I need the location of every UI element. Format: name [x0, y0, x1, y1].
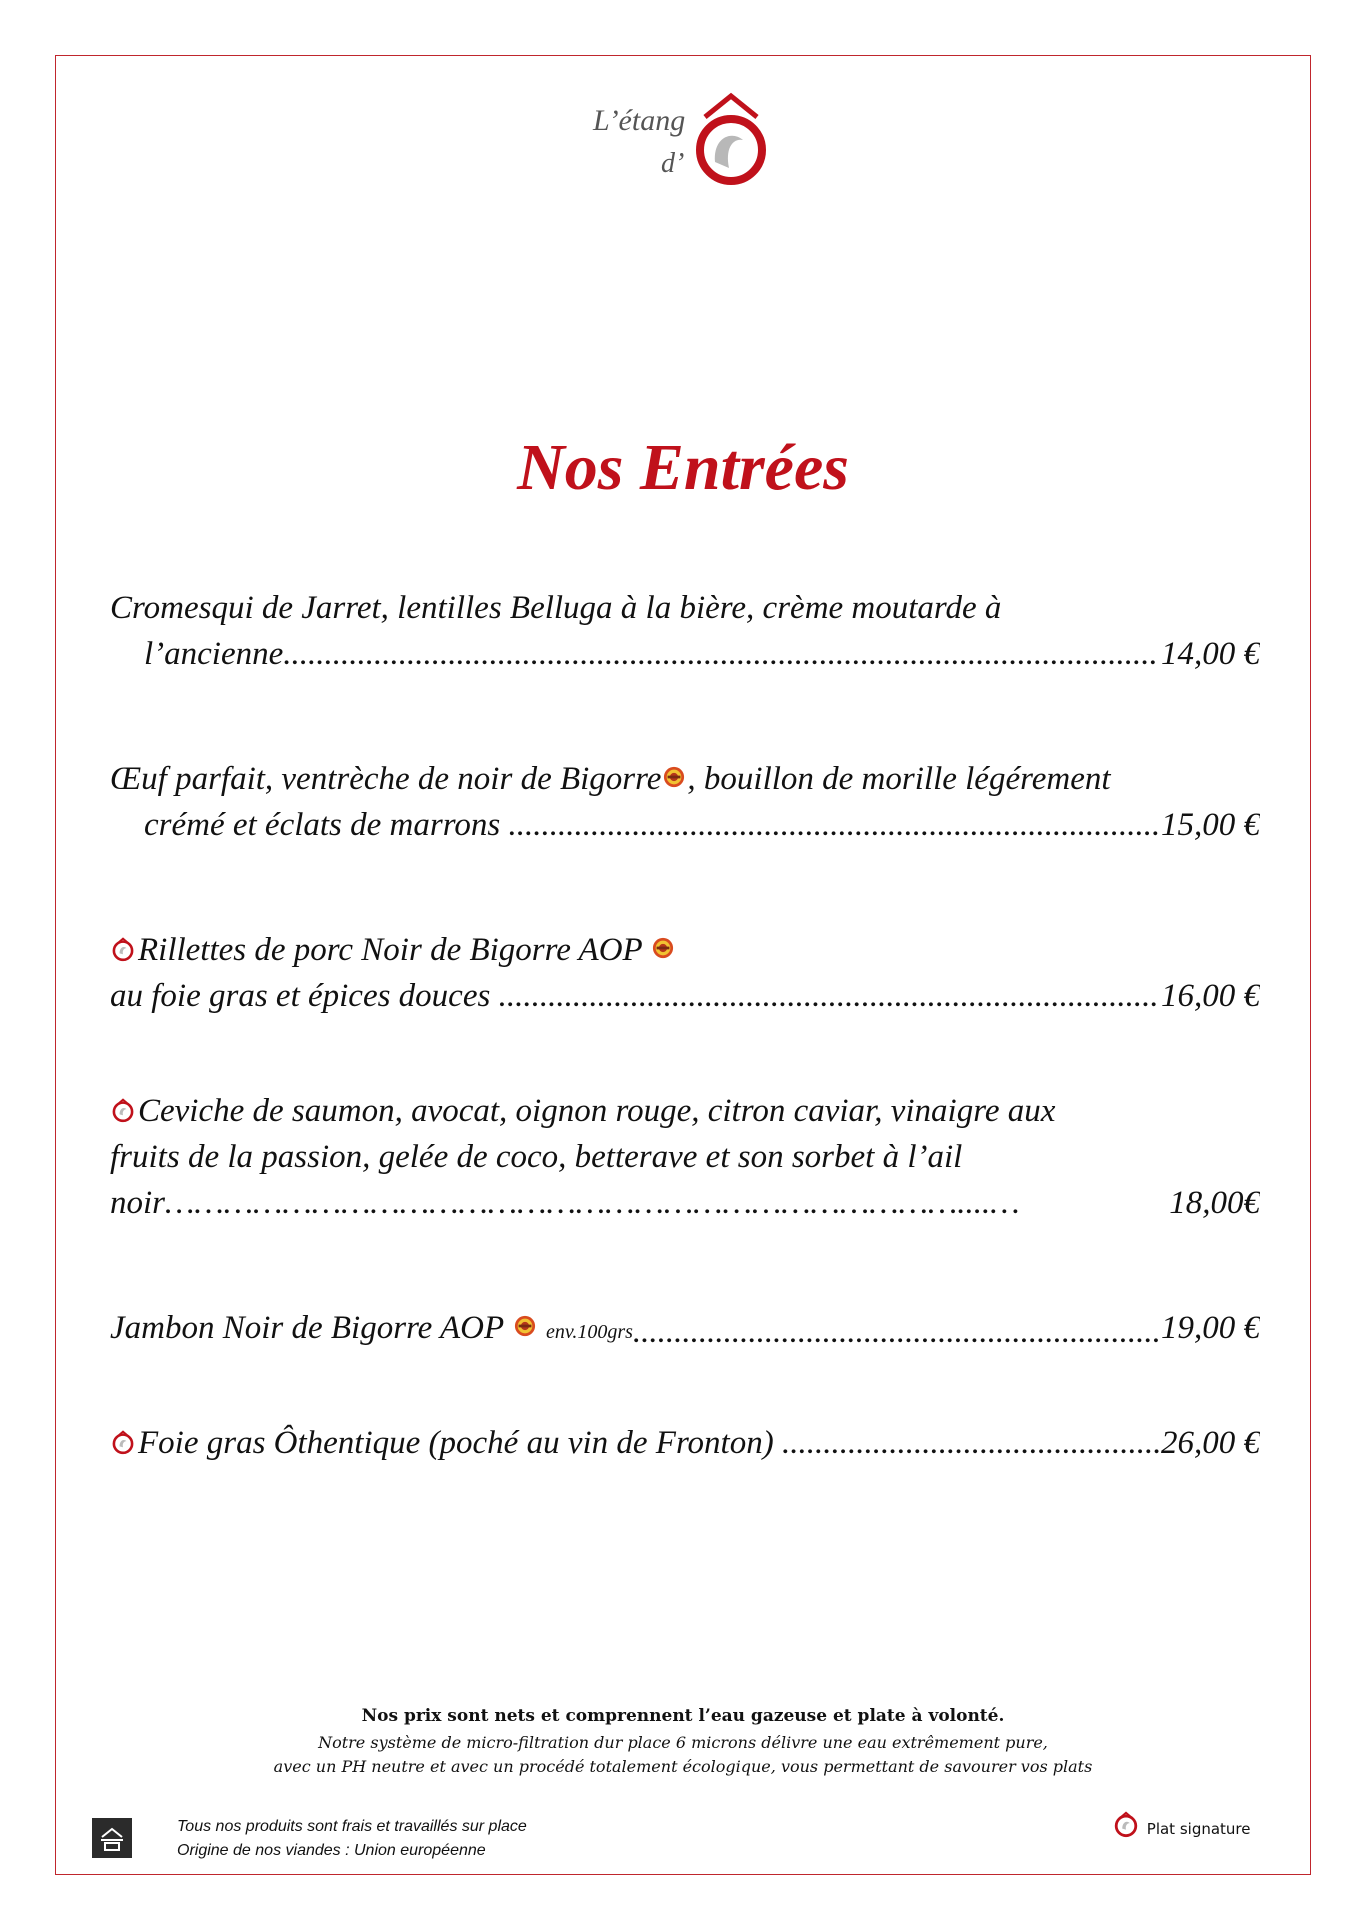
- item-text: crémé et éclats de marrons: [144, 807, 509, 843]
- item-text: l’ancienne: [144, 636, 284, 672]
- item-text: Cromesqui de Jarret, lentilles Belluga à la bière, crème moutarde à: [110, 590, 1002, 626]
- water-note-line1: Notre système de micro-filtration dur place 6 microns délivre une eau extrêmement pure,: [318, 1733, 1048, 1752]
- page-title: Nos Entrées: [517, 431, 849, 504]
- logo-text-line2: d’: [661, 148, 685, 179]
- signature-dish-icon: [110, 936, 136, 962]
- item-price: 18,00€: [1167, 1180, 1260, 1226]
- logo-text-line1: L’étang: [593, 104, 686, 137]
- item-price: 26,00 €: [1159, 1420, 1260, 1466]
- item-weight-note: env.100grs: [546, 1321, 633, 1343]
- item-text: , bouillon de morille légérement: [687, 761, 1111, 797]
- signature-dish-icon: [110, 1429, 136, 1455]
- restaurant-logo: [583, 90, 783, 200]
- item-text: au foie gras et épices douces: [110, 978, 499, 1014]
- aop-label-icon: [514, 1315, 536, 1337]
- item-text: Œuf parfait, ventrèche de noir de Bigorre: [110, 761, 662, 797]
- item-price: 14,00 €: [1159, 631, 1260, 677]
- item-text: noir………………………………………………………………………....…: [110, 1185, 1020, 1221]
- menu-item-rillettes: [110, 927, 1260, 1019]
- item-text: Jambon Noir de Bigorre AOP: [110, 1310, 504, 1346]
- signature-dish-icon: [110, 1097, 136, 1123]
- item-text: Rillettes de porc Noir de Bigorre AOP: [138, 932, 643, 968]
- item-text: Ceviche de saumon, avocat, oignon rouge, citron caviar, vinaigre aux: [138, 1093, 1056, 1129]
- item-text: Foie gras Ôthentique (poché au vin de Fronton): [138, 1425, 782, 1461]
- menu-item-oeuf-parfait: [110, 756, 1260, 848]
- item-text: fruits de la passion, gelée de coco, betterave et son sorbet à l’ail: [110, 1139, 963, 1175]
- signature-legend-label: Plat signature: [1146, 1820, 1251, 1838]
- fresh-products-note: Tous nos produits sont frais et travaillés sur place: [177, 1818, 527, 1835]
- item-price: 16,00 €: [1159, 973, 1260, 1019]
- house-made-icon: [92, 1818, 132, 1858]
- meat-origin-note: Origine de nos viandes : Union européenne: [177, 1842, 486, 1859]
- aop-label-icon: [652, 937, 674, 959]
- logo-o-icon: [691, 90, 769, 190]
- item-price: 19,00 €: [1159, 1305, 1260, 1351]
- menu-item-ceviche: [110, 1088, 1260, 1226]
- aop-label-icon: [663, 766, 685, 788]
- menu-item-cromesqui: [110, 585, 1260, 677]
- water-note-line2: avec un PH neutre et avec un procédé totalement écologique, vous permettant de savourer vos plats: [273, 1757, 1093, 1776]
- signature-legend: [1112, 1810, 1251, 1838]
- menu-item-jambon: [110, 1305, 1260, 1351]
- signature-dish-icon: [1112, 1810, 1140, 1838]
- item-price: 15,00 €: [1159, 802, 1260, 848]
- water-note-bold: Nos prix sont nets et comprennent l’eau gazeuse et plate à volonté.: [361, 1706, 1005, 1726]
- menu-item-foie-gras: [110, 1420, 1260, 1466]
